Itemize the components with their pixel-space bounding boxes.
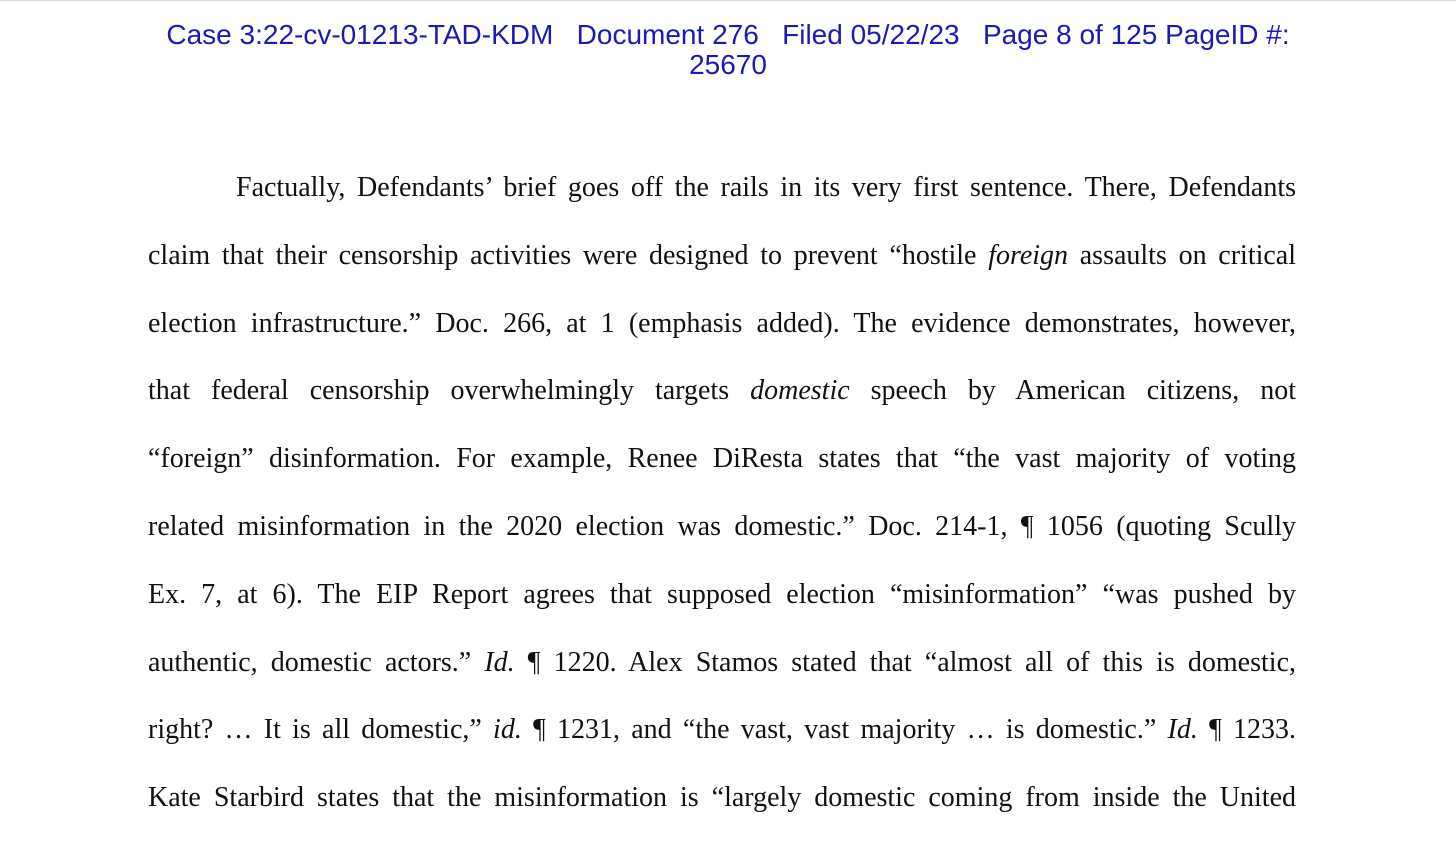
body-line-8: authentic, domestic actors.” Id. ¶ 1220. Alex Stamos stated that “almost all of this is domestic, — [148, 646, 1296, 678]
header-pageid: 25670 — [689, 49, 767, 80]
header-document-number: Document 276 — [576, 19, 759, 50]
body-line-3: election infrastructure.” Doc. 266, at 1 (emphasis added). The evidence demonstrates, however, — [148, 307, 1296, 339]
header-filed-date: Filed 05/22/23 — [782, 19, 960, 50]
header-line-1 — [0, 20, 1456, 50]
court-filing-header — [0, 20, 1456, 80]
body-line-5: “foreign” disinformation. For example, Renee DiResta states that “the vast majority of voting — [148, 443, 1296, 475]
body-line-1: Factually, Defendants’ brief goes off the rails in its very first sentence. There, Defendants — [236, 172, 1296, 203]
body-line-6: related misinformation in the 2020 election was domestic.” Doc. 214-1, ¶ 1056 (quoting Scully — [148, 510, 1296, 542]
body-line-10: Kate Starbird states that the misinformation is “largely domestic coming from inside the United — [148, 782, 1296, 814]
emphasis-domestic: domestic — [750, 375, 850, 407]
emphasis-foreign: foreign — [988, 239, 1069, 271]
page-top-border — [0, 0, 1456, 1]
document-body — [148, 166, 1296, 844]
body-line-7: Ex. 7, at 6). The EIP Report agrees that supposed election “misinformation” “was pushed by — [148, 578, 1296, 610]
header-page-info: Page 8 of 125 PageID #: — [982, 19, 1290, 50]
body-line-4: that federal censorship overwhelmingly targets domestic speech by American citizens, not — [148, 375, 1296, 407]
citation-id: Id. — [484, 646, 515, 678]
citation-id: id. — [493, 714, 522, 746]
citation-id: Id. — [1167, 714, 1198, 746]
body-line-2: claim that their censorship activities were designed to prevent “hostile foreign assaults on critical — [148, 239, 1297, 271]
header-case-number: Case 3:22-cv-01213-TAD-KDM — [166, 19, 554, 50]
body-line-9: right? … It is all domestic,” id. ¶ 1231, and “the vast, vast majority … is domestic.” Id. ¶ 1233. — [148, 714, 1296, 746]
